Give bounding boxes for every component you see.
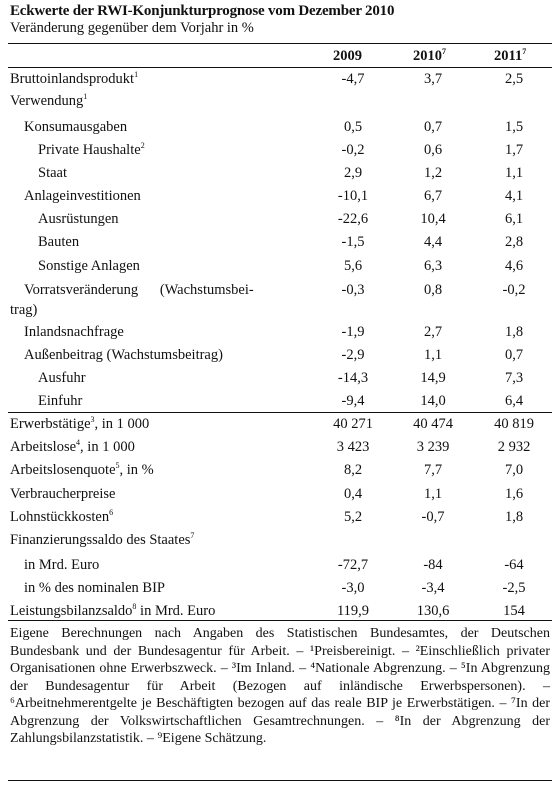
cell-value: 0,8: [423, 282, 443, 298]
cell-value: 4,4: [423, 234, 443, 250]
cell-value: -1,9: [341, 324, 365, 340]
row-label: in Mrd. Euro: [24, 557, 100, 573]
table-row: [8, 557, 552, 577]
cell-value: 1,1: [423, 486, 443, 502]
row-label: Anlageinvestitionen: [24, 188, 141, 204]
row-label: Sonstige Anlagen: [38, 258, 140, 274]
cell-value: 2,8: [504, 234, 524, 250]
cell-value: -4,7: [341, 71, 365, 87]
cell-value: -14,3: [337, 370, 369, 386]
table-row: [8, 347, 552, 367]
table-row: [8, 532, 552, 552]
cell-value: -0,2: [502, 282, 526, 298]
row-label: trag): [10, 302, 38, 318]
cell-value: 1,6: [504, 486, 524, 502]
table-row: [8, 71, 552, 91]
table-row: [8, 188, 552, 208]
cell-value: 0,7: [504, 347, 524, 363]
row-label: Verwendung$^1$: [10, 92, 88, 109]
section-rule: [8, 412, 552, 413]
row-label: Erwerbstätige$^3$, in 1 000: [10, 415, 150, 432]
cell-value: 40 819: [494, 416, 534, 432]
row-label: Inlandsnachfrage: [24, 324, 124, 340]
col-header-2011: 2011$^7$: [494, 47, 527, 64]
cell-value: 4,6: [504, 258, 524, 274]
cell-value: 1,1: [504, 165, 524, 181]
table-row: [8, 439, 552, 459]
cell-value: 1,5: [504, 119, 524, 135]
table-subtitle: Veränderung gegenüber dem Vorjahr in %: [10, 20, 254, 36]
cell-value: 14,9: [420, 370, 446, 386]
cell-value: 2,9: [343, 165, 363, 181]
cell-value: 7,0: [504, 462, 524, 478]
cell-value: 1,1: [423, 347, 443, 363]
cell-value: 40 271: [333, 416, 373, 432]
col-header-2010: 2010$^7$: [413, 47, 446, 64]
cell-value: -0,7: [421, 509, 445, 525]
cell-value: 2,7: [423, 324, 443, 340]
row-label: Arbeitslosenquote$^5$, in %: [10, 461, 154, 478]
cell-value: 1,2: [423, 165, 443, 181]
cell-value: -22,6: [337, 211, 369, 227]
header-rule: [8, 67, 552, 68]
cell-value: -0,2: [341, 142, 365, 158]
row-label: Bruttoinlandsprodukt$^1$: [10, 70, 139, 87]
cell-value: -84: [423, 557, 443, 573]
cell-value: 6,7: [423, 188, 443, 204]
cell-value: 5,2: [343, 509, 363, 525]
row-label: Vorratsveränderung (Wachstumsbei-: [24, 282, 254, 298]
cell-value: 7,3: [504, 370, 524, 386]
cell-value: -9,4: [341, 393, 365, 409]
cell-value: -3,0: [341, 580, 365, 596]
cell-value: 8,2: [343, 462, 363, 478]
row-label: in % des nominalen BIP: [24, 580, 165, 596]
table-row: [8, 580, 552, 600]
cell-value: 130,6: [416, 603, 450, 619]
row-label: Bauten: [38, 234, 80, 250]
row-label: Einfuhr: [38, 393, 83, 409]
table-row: [8, 93, 552, 113]
row-label: Ausrüstungen: [38, 211, 119, 227]
cell-value: 10,4: [420, 211, 446, 227]
table-row: [8, 258, 552, 278]
table-row: [8, 211, 552, 231]
row-label: Ausfuhr: [38, 370, 86, 386]
cell-value: 0,7: [423, 119, 443, 135]
footnotes: Eigene Berechnungen nach Angaben des Statistischen Bundesamtes, der Deutschen Bundesbank und der Bundesagentur für Arbeit. – ¹Preisbereinigt. – ²Einschließlich privater Organisationen ohne Erwerbszweck. – ³Im Inland. – ⁴Nationale Abgrenzung. – ⁵In Abgrenzung der Bundesagentur für Arbeit (Bezogen auf inländische Erwerbspersonen). – ⁶Arbeitnehmerentgelte je Beschäftigten bezogen auf das reale BIP je Erwerbstätigen. – ⁷In der Abgrenzung der Volkswirtschaftlichen Gesamtrechnungen. – ⁸In der Abgrenzung der Zahlungsbilanzstatistik. – ⁹Eigene Schätzung.: [10, 626, 550, 746]
cell-value: 5,6: [343, 258, 363, 274]
cell-value: 2,5: [504, 71, 524, 87]
cell-value: 0,5: [343, 119, 363, 135]
table-row: [8, 416, 552, 436]
col-header-2009: 2009: [333, 48, 362, 64]
table-row: [8, 165, 552, 185]
cell-value: 14,0: [420, 393, 446, 409]
cell-value: 1,7: [504, 142, 524, 158]
cell-value: -2,5: [502, 580, 526, 596]
row-label: Leistungsbilanzsaldo$^8$ in Mrd. Euro: [10, 602, 216, 619]
table-row: [8, 142, 552, 162]
cell-value: 0,6: [423, 142, 443, 158]
cell-value: 6,4: [504, 393, 524, 409]
cell-value: 119,9: [336, 603, 370, 619]
cell-value: 1,8: [504, 324, 524, 340]
table-row: [8, 302, 552, 322]
table-title: Eckwerte der RWI-Konjunkturprognose vom Dezember 2010: [10, 3, 395, 19]
cell-value: 154: [503, 603, 525, 619]
table-row: [8, 509, 552, 529]
top-rule: [8, 43, 552, 44]
cell-value: -1,5: [341, 234, 365, 250]
cell-value: 6,3: [423, 258, 443, 274]
table-row: [8, 119, 552, 139]
cell-value: 3 239: [416, 439, 450, 455]
table-row: [8, 393, 552, 413]
cell-value: -10,1: [337, 188, 369, 204]
table-row: [8, 324, 552, 344]
bottom-rule: [8, 620, 552, 621]
cell-value: 7,7: [423, 462, 443, 478]
table-row: [8, 282, 552, 302]
table-row: [8, 370, 552, 390]
cell-value: 1,8: [504, 509, 524, 525]
row-label: Finanzierungssaldo des Staates$^7$: [10, 531, 195, 548]
row-label: Verbraucherpreise: [10, 486, 116, 502]
row-label: Konsumausgaben: [24, 119, 128, 135]
row-label: Staat: [38, 165, 67, 181]
cell-value: 0,4: [343, 486, 363, 502]
row-label: Private Haushalte$^2$: [38, 141, 145, 158]
cell-value: 3,7: [423, 71, 443, 87]
cell-value: 6,1: [504, 211, 524, 227]
end-rule: [8, 780, 552, 781]
row-label: Außenbeitrag (Wachstumsbeitrag): [24, 347, 223, 363]
row-label: Lohnstückkosten$^6$: [10, 508, 114, 525]
cell-value: -0,3: [341, 282, 365, 298]
cell-value: 40 474: [413, 416, 453, 432]
cell-value: -64: [504, 557, 524, 573]
cell-value: 2 932: [497, 439, 531, 455]
cell-value: -72,7: [337, 557, 369, 573]
table-row: [8, 462, 552, 482]
cell-value: -2,9: [341, 347, 365, 363]
cell-value: 4,1: [504, 188, 524, 204]
cell-value: 3 423: [336, 439, 370, 455]
table-row: [8, 234, 552, 254]
row-label: Arbeitslose$^4$, in 1 000: [10, 438, 135, 455]
cell-value: -3,4: [421, 580, 445, 596]
table-row: [8, 486, 552, 506]
